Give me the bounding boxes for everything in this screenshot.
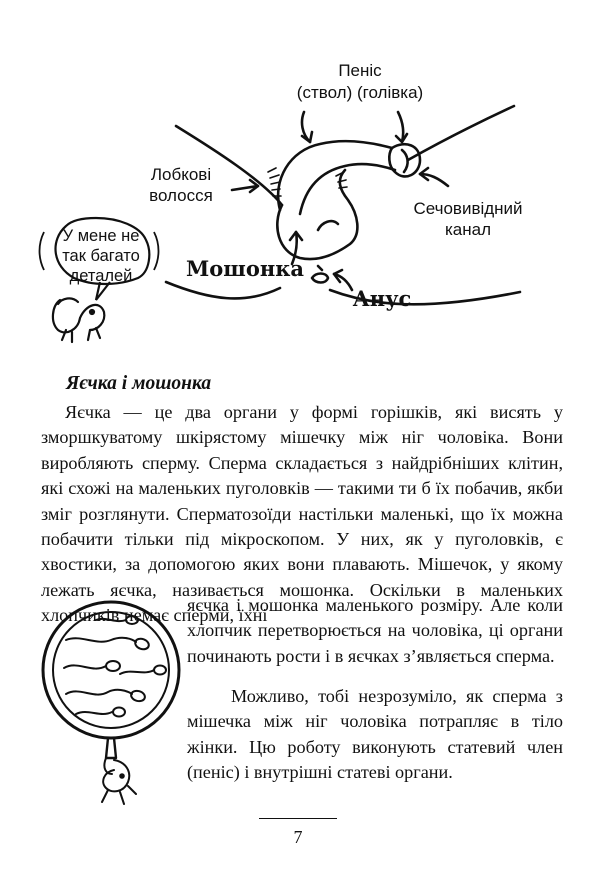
anus-label: Анус [352, 286, 412, 311]
anatomy-diagram [0, 0, 600, 360]
urethra-label-line1: Сечовивідний [413, 199, 523, 218]
right-thigh-outline [408, 106, 514, 160]
hanging-character [102, 758, 136, 804]
section-heading: Яєчка і мошонка [66, 373, 212, 394]
scrotum [277, 170, 357, 259]
speech-bubble-line2: так багато [62, 247, 140, 265]
page-number: 7 [293, 827, 303, 847]
sperm-cells [64, 616, 166, 717]
magnifying-glass-illustration [36, 590, 186, 810]
scrotum-label: Мошонка [186, 256, 304, 281]
lower-body-outline [166, 282, 280, 298]
shaft-glans-label: (ствол) (голівка) [296, 83, 424, 102]
speech-bubble-line3: деталей [69, 267, 133, 285]
urethra-label-line2: канал [444, 220, 492, 239]
paragraph-3: Можливо, тобі незрозуміло, як сперма з мішечка між ніг чоловіка потрапляє в тіло жінки. Цю роботу виконують статевий член (пеніс) і внутрішні статеві органи. [187, 686, 563, 783]
penis-label: Пеніс [338, 61, 382, 80]
paragraph-2: яєчка і мошонка маленького розміру. Але коли хлопчик перетворюється на чоловіка, ці органи починають рости і в яєчках з’являється сперма. [187, 595, 563, 666]
footer-rule [259, 818, 337, 819]
anus-shape [312, 274, 328, 283]
cartoon-character [53, 298, 104, 342]
speech-bubble-line1: У мене не [62, 227, 140, 245]
penis-shaft [278, 141, 392, 210]
paragraph-1: Яєчка — це два органи у формі горішків, які висять у зморшкуватому шкірястому мішечку між ніг чоловіка. Вони виробляють сперму. Сперма складається з найдрібніших клітин, які схожі на маленьких пуголовків — такими ти б їх побачив, якби зміг розглянути. Сперматозоїди настільки маленькі, що їх можна побачити тільки під мікроскопом. У них, як у пуголовків, є хвостики, за допомогою яких вони плавають. Мішечок, у якому лежать яєчка, називається мошонка. Оскільки в маленьких хлопчиків немає сперми, їхні [41, 402, 563, 626]
pubic-hair-label-line1: Лобкові [150, 165, 212, 184]
pubic-hair-label-line2: волосся [149, 186, 213, 205]
magnifier-handle [106, 738, 116, 758]
